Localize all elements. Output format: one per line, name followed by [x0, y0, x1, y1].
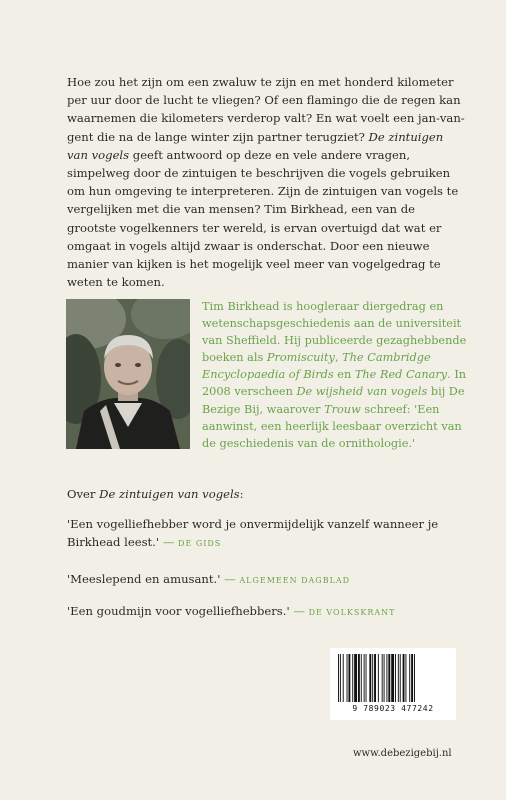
- review-dash: —: [293, 604, 305, 618]
- synopsis-part-2: geeft antwoord op deze en vele andere vragen, simpelweg door de zintuigen te beschrijven die vogels gebruiken om hun omgeving te interpreteren. Zijn de zintuigen van vogels te vergelijken met die van mensen? Tim Birkhead, een van de grootste vogelkenners ter wereld, is ervan overtuigd dat wat er omgaat in vogels altijd zwaar is onderschat. Door een nieuwe manier van kijken is het mogelijk veel meer van vogelgedrag te weten te komen.: [67, 147, 459, 290]
- reviews-heading: [67, 485, 244, 503]
- author-photo: [66, 299, 190, 449]
- reviews-heading-prefix: Over: [67, 487, 100, 501]
- review-quote: [67, 570, 467, 590]
- review-quote-text: 'Een goudmijn voor vogelliefhebbers.': [67, 604, 290, 618]
- publisher-website: www.debezigebij.nl: [353, 748, 452, 759]
- review-quote: [67, 602, 467, 622]
- bio-text-2: ,: [334, 351, 343, 365]
- bio-book-wijsheid: De wijsheid van vogels: [296, 385, 428, 399]
- review-source: ALGEMEEN DAGBLAD: [239, 576, 351, 585]
- synopsis-text: [67, 73, 467, 291]
- author-photo-image: [66, 299, 190, 449]
- review-source: DE VOLKSKRANT: [308, 608, 396, 617]
- reviews-heading-suffix: :: [239, 487, 244, 501]
- review-source: DE GIDS: [178, 539, 222, 549]
- book-title: De zintuigen van vogels: [67, 129, 444, 162]
- synopsis-part-1: Hoe zou het zijn om een zwaluw te zijn en met honderd kilometer per uur door de lucht te vliegen? Of een flamingo die de regen kan waarnemen die kilometers verderop valt? En wat voelt een jan-van-gent die na de lange winter zijn partner terugziet?: [67, 75, 465, 144]
- bio-text-3: en: [333, 368, 355, 382]
- author-bio: [202, 298, 467, 452]
- bio-newspaper-trouw: Trouw: [324, 402, 361, 416]
- bio-book-encyclopaedia: The Cambridge Encyclopaedia of Birds: [202, 351, 431, 382]
- review-quote-text: 'Een vogelliefhebber word je onvermijdelijk vanzelf wanneer je Birkhead leest.': [67, 517, 439, 550]
- bio-text-1: Tim Birkhead is hoogleraar diergedrag en wetenschapsgeschiedenis aan de universiteit van Sheffield. Hij publiceerde gezaghebbende boeken als: [202, 300, 467, 365]
- bio-book-red-canary: The Red Canary: [354, 368, 448, 382]
- review-dash: —: [224, 572, 236, 586]
- review-dash: —: [162, 535, 175, 550]
- bio-text-5: bij De Bezige Bij, waarover: [202, 385, 465, 416]
- review-quote: [67, 515, 467, 554]
- reviews-heading-title: De zintuigen van vogels: [99, 487, 240, 501]
- bio-text-4: . In 2008 verscheen: [202, 368, 467, 399]
- isbn-barcode: [330, 648, 456, 720]
- bio-text-6: schreef: 'Een aanwinst, een heerlijk leesbaar overzicht van de geschiedenis van de ornithologie.': [202, 402, 462, 450]
- bio-book-promiscuity: Promiscuity: [266, 351, 335, 365]
- barcode-bars: [336, 654, 450, 702]
- review-quote-text: 'Meeslepend en amusant.': [67, 572, 221, 586]
- isbn-number: 9 789023 477242: [352, 704, 434, 713]
